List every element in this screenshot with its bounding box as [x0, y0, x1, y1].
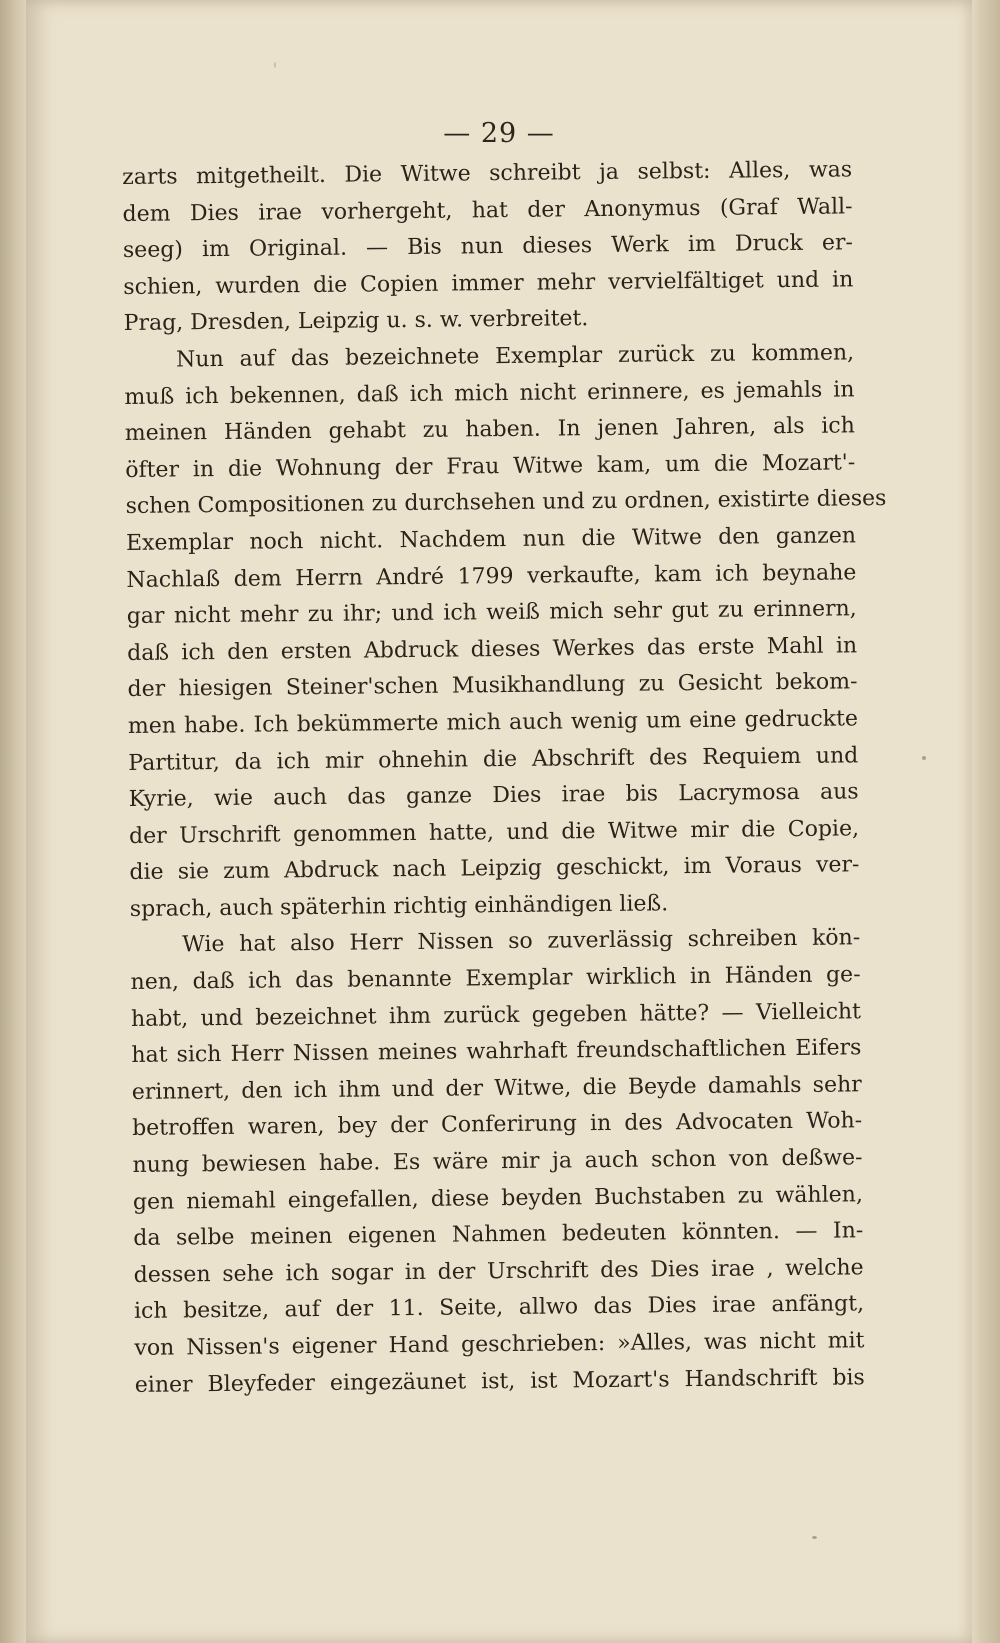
text-line: öfter in die Wohnung der Frau Witwe kam, um die Mozart'- — [125, 450, 856, 483]
text-line: hat sich Herr Nissen meines wahrhaft freundschaftlichen Eifers — [131, 1035, 862, 1069]
page-number: — 29 — — [443, 118, 555, 149]
text-line: ich besitze, auf der 11. Seite, allwo das Dies irae anfängt, — [133, 1291, 865, 1325]
book-binding-edge — [0, 0, 26, 1643]
book-page — [26, 0, 972, 1643]
text-line: Prag, Dresden, Leipzig u. s. w. verbreitet. — [123, 306, 589, 337]
text-line: Partitur, da ich mir ohnehin die Abschrift des Requiem und — [128, 742, 859, 776]
text-line: muß ich bekennen, daß ich mich nicht erinnere, es jemahls in — [124, 376, 855, 410]
text-line: die sie zum Abdruck nach Leipzig geschickt, im Voraus ver- — [129, 852, 860, 886]
text-line: dem Dies irae vorhergeht, hat der Anonymus (Graf Wall- — [122, 193, 853, 227]
text-line: der Urschrift genommen hatte, und die Witwe mir die Copie, — [128, 816, 860, 849]
text-line: nung bewiesen habe. Es wäre mir ja auch schon von deßwe- — [132, 1145, 863, 1178]
text-line: da selbe meinen eigenen Nahmen bedeuten könnten. — In- — [133, 1218, 864, 1252]
text-line: gar nicht mehr zu ihr; und ich weiß mich sehr gut zu erinnern, — [126, 596, 857, 630]
text-line: Exemplar noch nicht. Nachdem nun die Witwe den ganzen — [125, 523, 857, 556]
text-line: Kyrie, wie auch das ganze Dies irae bis Lacrymosa aus — [128, 779, 859, 813]
text-line: nen, daß ich das benannte Exemplar wirklich in Händen ge- — [130, 962, 861, 996]
text-line: seeg) im Original. — Bis nun dieses Werk im Druck er- — [122, 230, 854, 264]
text-line: meinen Händen gehabt zu haben. In jenen Jahren, als ich — [124, 413, 855, 447]
text-line: Nun auf das bezeichnete Exemplar zurück zu kommen, — [175, 340, 855, 373]
text-line: erinnert, den ich ihm und der Witwe, die Beyde damahls sehr — [131, 1072, 862, 1105]
paper-speck — [812, 1536, 817, 1539]
text-line: daß ich den ersten Abdruck dieses Werkes das erste Mahl in — [127, 633, 858, 666]
text-line: men habe. Ich bekümmerte mich auch wenig um eine gedruckte — [127, 706, 859, 739]
text-line: Nachlaß dem Herrn André 1799 verkaufte, kam ich beynahe — [126, 559, 857, 593]
text-line: einer Bleyfeder eingezäunet ist, ist Mozart's Handschrift bis — [134, 1364, 865, 1398]
paper-speck — [922, 756, 926, 760]
page-right-edge — [972, 0, 1000, 1643]
text-line: schien, wurden die Copien immer mehr vervielfältiget und in — [123, 267, 854, 300]
text-line: von Nissen's eigener Hand geschrieben: »Alles, was nicht mit — [134, 1328, 865, 1361]
text-line: zarts mitgetheilt. Die Witwe schreibt ja selbst: Alles, was — [122, 157, 853, 190]
text-line: betroffen waren, bey der Conferirung in des Advocaten Woh- — [132, 1108, 863, 1142]
text-line: habt, und bezeichnet ihm zurück gegeben hätte? — Vielleicht — [130, 998, 862, 1032]
text-line: schen Compositionen zu durchsehen und zu ordnen, existirte dieses — [125, 486, 887, 520]
text-line: sprach, auch späterhin richtig einhändigen ließ. — [129, 891, 669, 922]
text-line: gen niemahl eingefallen, diese beyden Buchstaben zu wählen, — [132, 1181, 864, 1215]
text-line: der hiesigen Steiner'schen Musikhandlung zu Gesicht bekom- — [127, 669, 858, 703]
text-line: dessen sehe ich sogar in der Urschrift des Dies irae , welche — [133, 1255, 864, 1288]
text-line: Wie hat also Herr Nissen so zuverlässig schreiben kön- — [182, 925, 861, 958]
paper-speck — [274, 62, 276, 68]
body-text — [122, 152, 887, 1404]
